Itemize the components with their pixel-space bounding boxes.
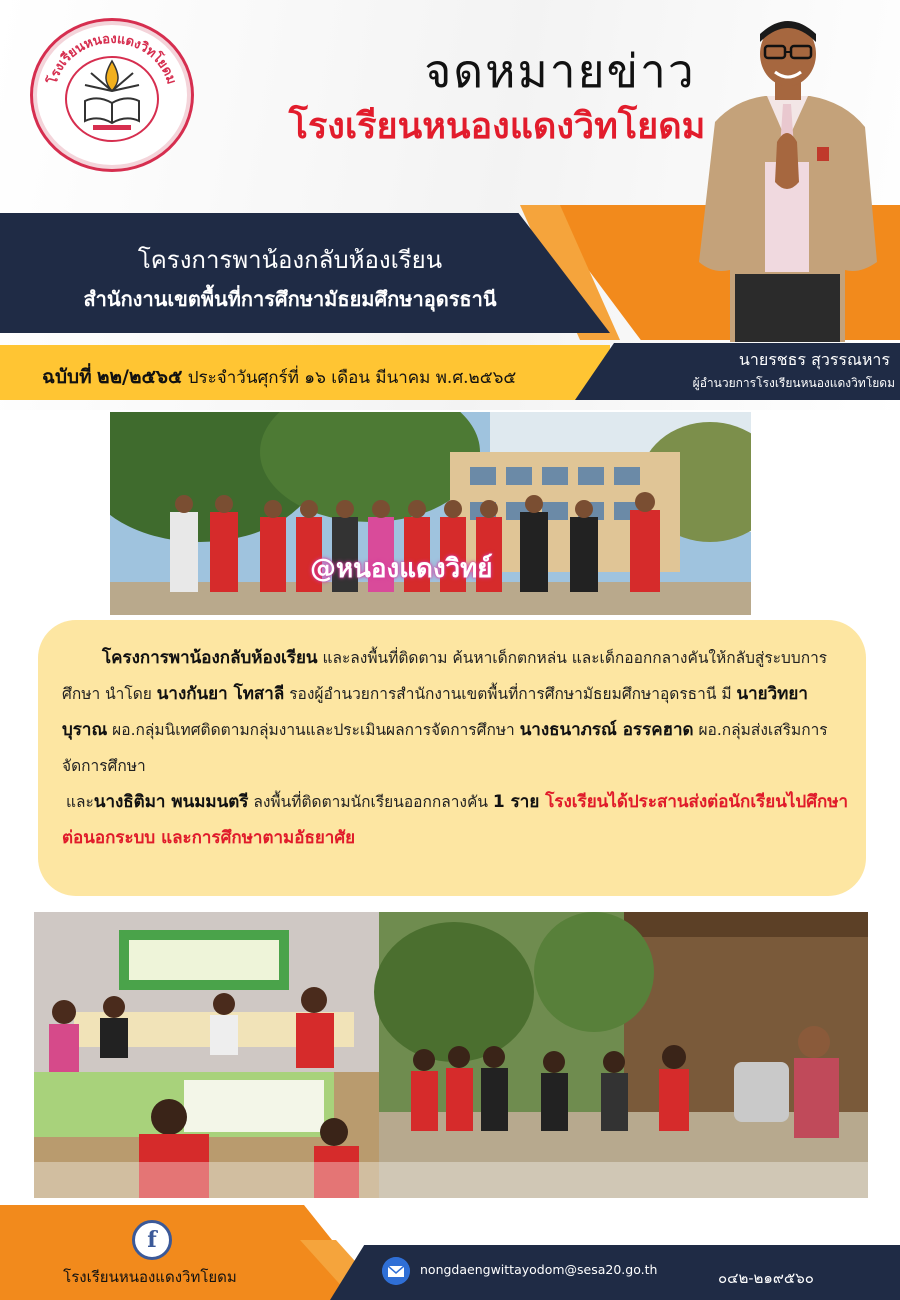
person-2: นายวิทยา บุราณ [62,684,808,740]
issue-line [42,362,602,392]
contact-phone[interactable]: ๐๔๒-๒๑๙๕๖๐ [718,1269,814,1287]
body-highlight: โรงเรียนได้ประสานส่งต่อนักเรียนไปศึกษาต่อนอกระบบ และการศึกษาตามอัธยาศัย [62,792,849,848]
person-3: นางธนาภรณ์ อรรคฮาด [519,720,694,740]
issue-label: ฉบับที่ [42,366,92,388]
logo-emblem [33,21,191,169]
photo-watermark: @หนองแดงวิทย์ [310,554,493,584]
body-text-1: และลงพื้นที่ติดตาม ค้นหาเด็กตกหล่น และเด็กออกกลางคันให้กลับสู่ระบบการศึกษา นำโดย [62,649,828,703]
mail-icon[interactable] [382,1257,410,1285]
school-name: โรงเรียนหนองแดงวิทโยดม [288,105,706,147]
school-logo [30,18,194,172]
news-paragraph [62,640,852,856]
logo-text: โรงเรียนหนองแดงวิทโยดม [45,31,179,87]
body-text-2: รองผู้อำนวยการสำนักงานเขตพื้นที่การศึกษามัธยมศึกษาอุดรธานี มี [284,685,737,703]
person-4: นางธิติมา พนมมนตรี [93,792,249,812]
person-1: นางกันยา โทสาลี [156,684,285,704]
activity-photo-collage [34,912,868,1198]
facebook-icon[interactable]: f [132,1220,172,1260]
office-name: สำนักงานเขตพื้นที่การศึกษามัธยมศึกษาอุดรธานี [83,287,497,311]
body-text-3: ผอ.กลุ่มนิเทศติดตามกลุ่มงานและประเมินผลการจัดการศึกษา [107,721,520,739]
director-name: นายรชธร สุวรรณหาร [738,350,890,369]
body-text-4: ผอ.กลุ่มส่งเสริมการจัดการศึกษา [62,721,828,775]
director-photo [695,12,880,342]
footer-school-name[interactable]: โรงเรียนหนองแดงวิทโยดม [63,1268,237,1286]
body-text-5: และ [66,793,94,811]
project-title: โครงการพาน้องกลับห้องเรียน [137,246,443,274]
contact-email[interactable]: nongdaengwittayodom@sesa20.go.th [420,1262,658,1277]
issue-date: ประจำวันศุกร์ที่ ๑๖ เดือน มีนาคม พ.ศ.๒๕๖๕ [187,368,517,388]
student-count: 1 ราย [492,792,540,812]
newsletter-headline: จดหมายข่าว [424,44,696,98]
project-name-bold: โครงการพาน้องกลับห้องเรียน [102,648,318,668]
issue-number: ๒๒/๒๕๖๕ [97,366,183,388]
director-title: ผู้อำนวยการโรงเรียนหนองแดงวิทโยดม [692,376,895,390]
body-text-6: ลงพื้นที่ติดตามนักเรียนออกกลางคัน [248,793,493,811]
